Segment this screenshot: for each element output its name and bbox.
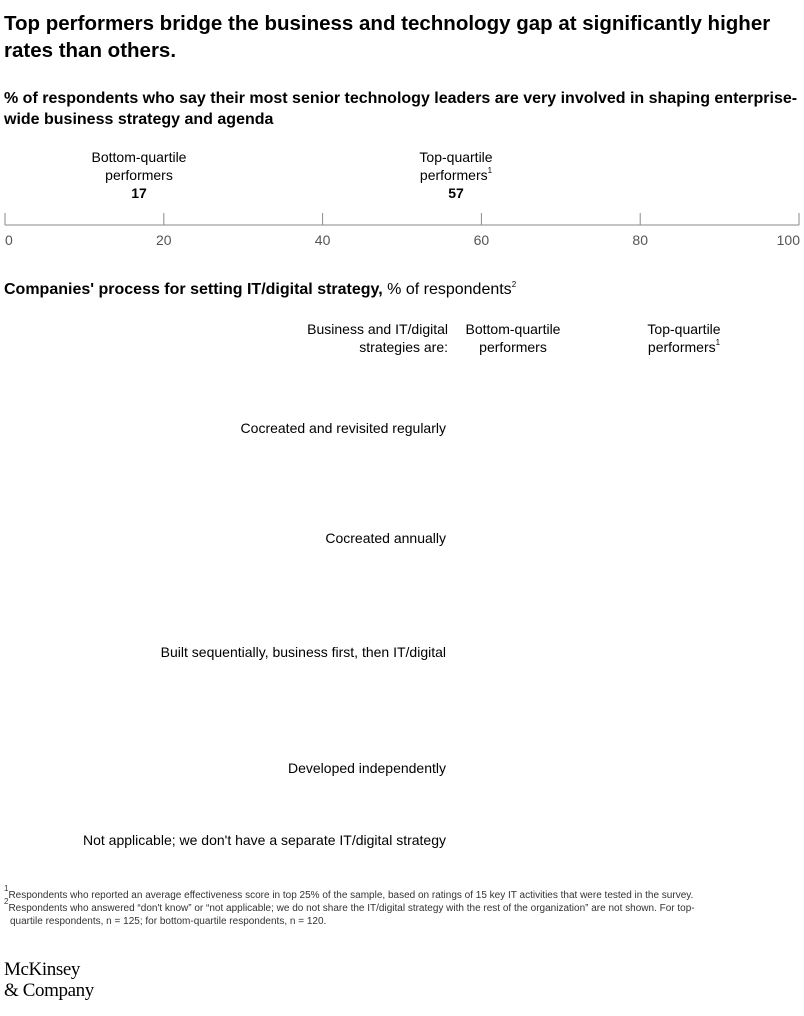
column-header-top-sup: 1 (715, 338, 721, 347)
chart-title: Top performers bridge the business and technology gap at significantly higher rates than others. (4, 12, 771, 62)
logo-line-2: & Company (4, 980, 94, 1001)
point-value-bottom: 17 (131, 185, 147, 201)
point-label-top-quartile (396, 148, 516, 202)
point-value-top: 57 (448, 185, 464, 201)
footnote-2-text: Respondents who answered “don't know” or “not applicable; we do not share the IT/digital strategy with the rest of the organization” are not shown. For top- (8, 903, 695, 914)
footnote-1 (4, 884, 794, 902)
column-header-top-name: Top-quartile performers (647, 321, 721, 355)
point-label-top-text (411, 148, 501, 184)
row-label-cocreated-regularly: Cocreated and revisited regularly (240, 420, 446, 436)
tick-label-60: 60 (473, 232, 490, 248)
footnote-1-text: Respondents who reported an average effectiveness score in top 25% of the sample, based on ratings of 15 key IT activities that were tested in the survey. (8, 890, 694, 901)
footnotes (4, 884, 794, 928)
footnote-2-cont (4, 915, 794, 928)
row-label-not-applicable: Not applicable; we don't have a separate IT/digital strategy (83, 832, 446, 848)
footnote-2-sup: 2 (4, 897, 9, 906)
tick-label-20: 20 (156, 232, 172, 248)
tick-label-0: 0 (5, 232, 13, 248)
column-header-top-quartile (628, 320, 740, 356)
point-label-bottom-text: Bottom-quartile performers (91, 149, 187, 183)
tick-label-80: 80 (632, 232, 648, 248)
point-label-top-sup: 1 (487, 166, 493, 175)
row-label-cocreated-annually: Cocreated annually (325, 530, 446, 546)
column-header-bottom-quartile: Bottom-quartile performers (465, 321, 561, 355)
chart-2-title-suffix: % of respondents (387, 281, 512, 298)
tick-label-40: 40 (314, 232, 331, 248)
row-label-built-sequentially: Built sequentially, business first, then IT/digital (160, 644, 446, 660)
chart-2-title (4, 279, 516, 300)
logo-line-1: McKinsey (4, 959, 80, 980)
footnote-2 (4, 897, 794, 915)
point-label-top-name: Top-quartile performers (419, 149, 493, 183)
mckinsey-logo (4, 959, 94, 1001)
point-label-bottom-quartile (79, 148, 199, 202)
footnote-2-cont-text: quartile respondents, n = 125; for bottom-quartile respondents, n = 120. (10, 916, 327, 927)
chart-1-title: % of respondents who say their most senior technology leaders are very involved in shaping enterprise-wide business strategy and agenda (4, 90, 798, 128)
axis-chart (0, 205, 804, 255)
footnote-1-sup: 1 (4, 884, 9, 893)
chart-2-title-sup: 2 (511, 280, 517, 289)
column-header-strategies: Business and IT/digital strategies are: (307, 321, 448, 355)
chart-2-title-bold: Companies' process for setting IT/digital strategy, (4, 281, 383, 298)
tick-label-100: 100 (776, 232, 800, 248)
row-label-developed-independently: Developed independently (287, 760, 446, 776)
